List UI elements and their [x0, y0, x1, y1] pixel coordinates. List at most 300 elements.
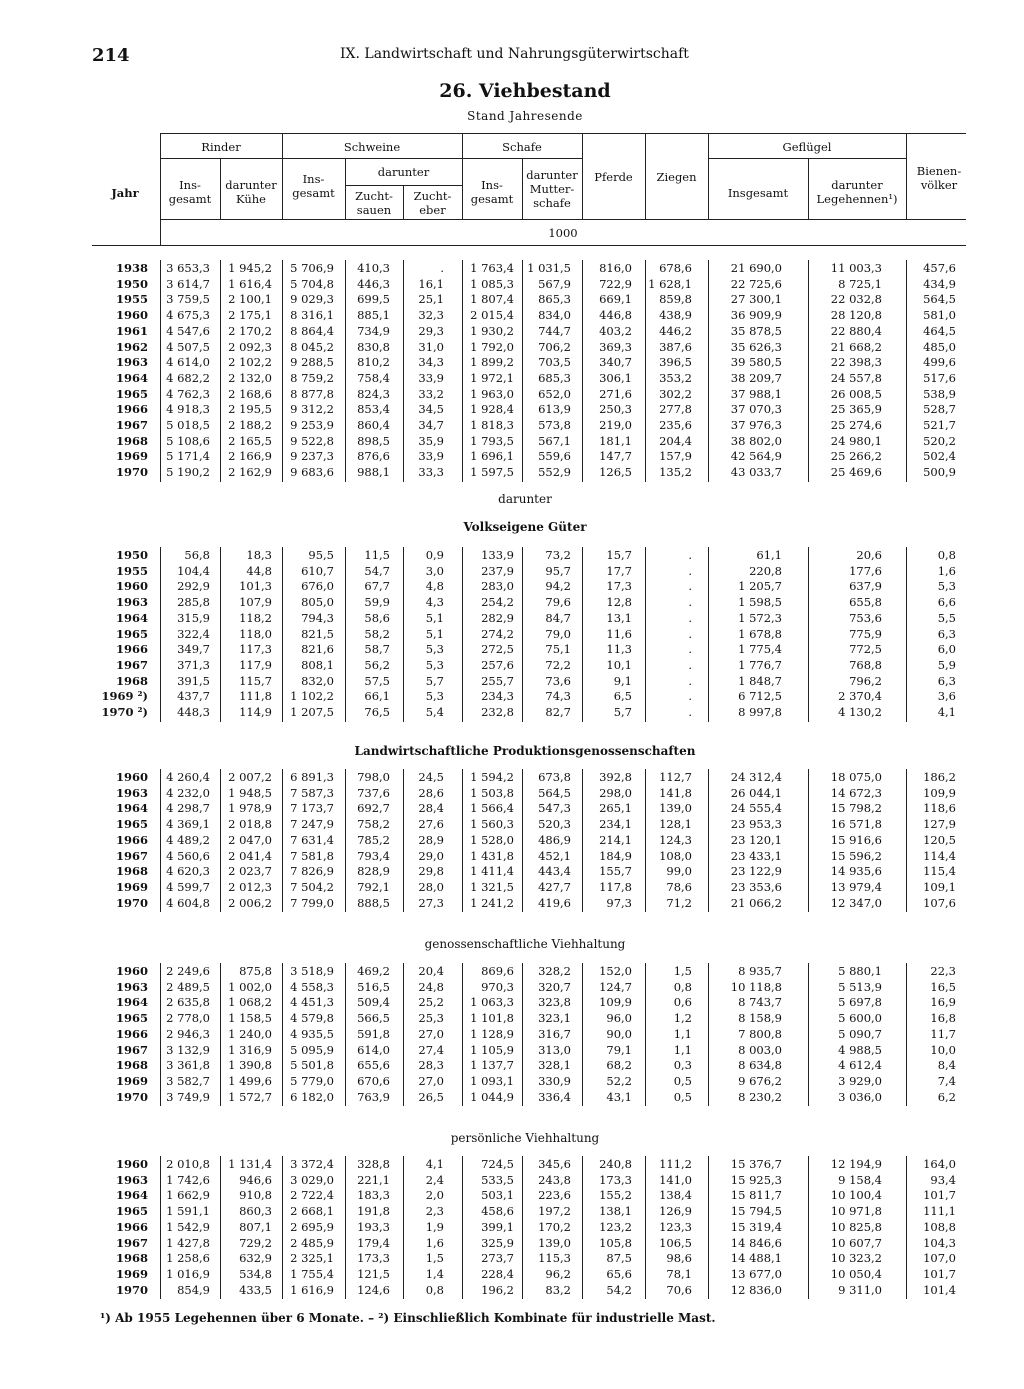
value-cell: 24 557,8 — [830, 370, 882, 385]
value-cell: 15 376,7 — [730, 1157, 782, 1171]
value-cell: 66,1 — [364, 689, 390, 704]
value-cell: 5,3 — [937, 579, 956, 594]
value-cell: 0,8 — [673, 979, 692, 994]
value-cell: 9 288,5 — [290, 355, 334, 370]
value-cell: 2 165,5 — [228, 433, 272, 448]
value-cell: 124,3 — [659, 832, 692, 847]
value-cell: 2,3 — [425, 1204, 444, 1219]
year-cell: 1968 — [115, 864, 148, 879]
value-cell: 15 798,2 — [830, 801, 882, 816]
value-cell: 38 209,7 — [730, 370, 782, 385]
value-cell: 15,7 — [606, 548, 632, 562]
value-cell: 614,0 — [357, 1042, 390, 1057]
value-cell: 12 836,0 — [730, 1282, 782, 1297]
value-cell: 796,2 — [849, 673, 882, 688]
value-cell: 25 365,9 — [830, 402, 882, 417]
value-cell: 1 793,5 — [470, 433, 514, 448]
value-cell: 5,7 — [425, 673, 444, 688]
value-cell: 24 555,4 — [730, 801, 782, 816]
value-cell: 10,0 — [930, 1042, 956, 1057]
value-cell: 4 612,4 — [838, 1058, 882, 1073]
value-cell: 9 029,3 — [290, 292, 334, 307]
value-cell: 5,9 — [937, 657, 956, 672]
value-cell: 3 582,7 — [166, 1073, 210, 1088]
value-cell: 14 672,3 — [830, 785, 882, 800]
value-cell: 35 878,5 — [730, 323, 782, 338]
value-cell: 16,9 — [930, 995, 956, 1010]
table-row — [0, 1283, 1024, 1297]
header-bienenvoelker: Bienen- völker — [916, 164, 962, 192]
value-cell: 95,5 — [308, 548, 334, 562]
value-cell: 22,3 — [930, 964, 956, 978]
value-cell: 652,0 — [538, 386, 571, 401]
value-cell: 1 963,0 — [470, 386, 514, 401]
value-cell: 9 676,2 — [738, 1073, 782, 1088]
year-cell: 1969 — [115, 879, 148, 894]
value-cell: 104,4 — [177, 563, 210, 578]
header-zuchtsauen: Zucht- sauen — [355, 189, 393, 217]
value-cell: 437,7 — [177, 689, 210, 704]
value-cell: 107,9 — [239, 595, 272, 610]
section-title: Volkseigene Güter — [463, 520, 587, 534]
value-cell: . — [688, 689, 692, 704]
year-cell: 1970 ²) — [101, 705, 148, 719]
value-cell: 387,6 — [659, 339, 692, 354]
value-cell: 21 066,2 — [730, 895, 782, 910]
value-cell: 1 948,5 — [228, 785, 272, 800]
value-cell: 581,0 — [923, 308, 956, 323]
value-cell: 79,0 — [545, 626, 571, 641]
value-cell: 58,6 — [364, 610, 390, 625]
value-cell: 499,6 — [923, 355, 956, 370]
value-cell: 22 725,6 — [730, 276, 782, 291]
value-cell: 591,8 — [357, 1026, 390, 1041]
value-cell: 228,4 — [481, 1266, 514, 1281]
value-cell: 35,9 — [418, 433, 444, 448]
value-cell: 1 390,8 — [228, 1058, 272, 1073]
value-cell: 15 319,4 — [730, 1219, 782, 1234]
value-cell: . — [688, 548, 692, 562]
value-cell: 5,5 — [937, 610, 956, 625]
value-cell: 4,1 — [425, 1157, 444, 1171]
value-cell: 2,0 — [425, 1188, 444, 1203]
value-cell: 6,2 — [937, 1089, 956, 1104]
value-cell: 11,5 — [364, 548, 390, 562]
value-cell: 0,6 — [673, 995, 692, 1010]
value-cell: 155,2 — [599, 1188, 632, 1203]
value-cell: 1 755,4 — [290, 1266, 334, 1281]
value-cell: 111,2 — [659, 1157, 692, 1171]
value-cell: 24 312,4 — [730, 770, 782, 784]
value-cell: 250,3 — [599, 402, 632, 417]
table-row — [0, 674, 1024, 688]
value-cell: 17,3 — [606, 579, 632, 594]
table-row — [0, 833, 1024, 847]
value-cell: 1 628,1 — [648, 276, 692, 291]
value-cell: 8 759,2 — [290, 370, 334, 385]
table-row — [0, 1220, 1024, 1234]
value-cell: 111,8 — [239, 689, 272, 704]
value-cell: 10 825,8 — [830, 1219, 882, 1234]
value-cell: 115,3 — [538, 1251, 571, 1266]
value-cell: 117,9 — [239, 657, 272, 672]
value-cell: 1 499,6 — [228, 1073, 272, 1088]
value-cell: 8 158,9 — [738, 1011, 782, 1026]
value-cell: 5,7 — [613, 705, 632, 719]
value-cell: 785,2 — [357, 832, 390, 847]
value-cell: 34,7 — [418, 418, 444, 432]
value-cell: 193,3 — [357, 1219, 390, 1234]
value-cell: 970,3 — [481, 979, 514, 994]
value-cell: 2 485,9 — [290, 1235, 334, 1250]
value-cell: 6,5 — [613, 689, 632, 704]
year-cell: 1960 — [115, 770, 148, 784]
value-cell: 15 596,2 — [830, 848, 882, 863]
value-cell: 14 488,1 — [730, 1251, 782, 1266]
value-cell: 33,2 — [418, 386, 444, 401]
value-cell: 272,5 — [481, 642, 514, 657]
value-cell: 101,7 — [923, 1266, 956, 1281]
header-unit: 1000 — [548, 226, 578, 240]
table-row — [0, 786, 1024, 800]
value-cell: 3 759,5 — [166, 292, 210, 307]
header-gefluegel: Geflügel — [782, 140, 832, 154]
value-cell: 164,0 — [923, 1157, 956, 1171]
value-cell: 115,7 — [239, 673, 272, 688]
year-cell: 1969 — [115, 1266, 148, 1281]
value-cell: 744,7 — [538, 323, 571, 338]
value-cell: 36 909,9 — [730, 308, 782, 323]
value-cell: 832,0 — [301, 673, 334, 688]
value-cell: 5 171,4 — [166, 449, 210, 464]
value-cell: 8 864,4 — [290, 323, 334, 338]
value-cell: 2 370,4 — [838, 689, 882, 704]
value-cell: 3 029,0 — [290, 1172, 334, 1187]
value-cell: 139,0 — [659, 801, 692, 816]
value-cell: 5,3 — [425, 689, 444, 704]
value-cell: 265,1 — [599, 801, 632, 816]
value-cell: 5 513,9 — [838, 979, 882, 994]
value-cell: 84,7 — [545, 610, 571, 625]
value-cell: 403,2 — [599, 323, 632, 338]
value-cell: 10 323,2 — [830, 1251, 882, 1266]
value-cell: 859,8 — [659, 292, 692, 307]
value-cell: 28 120,8 — [830, 308, 882, 323]
year-cell: 1970 — [115, 895, 148, 910]
table-row — [0, 277, 1024, 291]
value-cell: 6 712,5 — [738, 689, 782, 704]
value-cell: 2 249,6 — [166, 964, 210, 978]
value-cell: 109,9 — [923, 785, 956, 800]
value-cell: 155,7 — [599, 864, 632, 879]
value-cell: 23 120,1 — [730, 832, 782, 847]
value-cell: 1,1 — [673, 1042, 692, 1057]
value-cell: 16,8 — [930, 1011, 956, 1026]
value-cell: 2 023,7 — [228, 864, 272, 879]
value-cell: 860,3 — [239, 1204, 272, 1219]
value-cell: 322,4 — [177, 626, 210, 641]
value-cell: 214,1 — [599, 832, 632, 847]
year-cell: 1965 — [115, 626, 148, 641]
value-cell: 2 778,0 — [166, 1011, 210, 1026]
value-cell: 573,8 — [538, 418, 571, 432]
table-row — [0, 1157, 1024, 1171]
value-cell: 271,6 — [599, 386, 632, 401]
value-cell: 14 846,6 — [730, 1235, 782, 1250]
value-cell: 108,8 — [923, 1219, 956, 1234]
header-ziegen: Ziegen — [656, 170, 697, 184]
year-cell: 1968 — [115, 1251, 148, 1266]
value-cell: 3 749,9 — [166, 1089, 210, 1104]
value-cell: 1 616,9 — [290, 1282, 334, 1297]
value-cell: 6 891,3 — [290, 770, 334, 784]
value-cell: 9 683,6 — [290, 465, 334, 480]
value-cell: 33,9 — [418, 449, 444, 464]
value-cell: . — [688, 626, 692, 641]
value-cell: 147,7 — [599, 449, 632, 464]
value-cell: 11 003,3 — [830, 261, 882, 275]
value-cell: 3 929,0 — [838, 1073, 882, 1088]
value-cell: 316,7 — [538, 1026, 571, 1041]
value-cell: 11,7 — [930, 1026, 956, 1041]
table-row — [0, 595, 1024, 609]
value-cell: 58,7 — [364, 642, 390, 657]
value-cell: 834,0 — [538, 308, 571, 323]
value-cell: 96,0 — [606, 1011, 632, 1026]
value-cell: 860,4 — [357, 418, 390, 432]
value-cell: 6,3 — [937, 673, 956, 688]
value-cell: 853,4 — [357, 402, 390, 417]
value-cell: 1 063,3 — [470, 995, 514, 1010]
value-cell: 37 988,1 — [730, 386, 782, 401]
value-cell: 4 558,3 — [290, 979, 334, 994]
value-cell: 184,9 — [599, 848, 632, 863]
value-cell: 32,3 — [418, 308, 444, 323]
value-cell: 1 102,2 — [290, 689, 334, 704]
value-cell: 758,2 — [357, 817, 390, 832]
value-cell: 3 132,9 — [166, 1042, 210, 1057]
value-cell: 7 826,9 — [290, 864, 334, 879]
table-row — [0, 261, 1024, 275]
value-cell: 292,9 — [177, 579, 210, 594]
value-cell: 4 298,7 — [166, 801, 210, 816]
value-cell: 1 597,5 — [470, 465, 514, 480]
value-cell: . — [688, 673, 692, 688]
value-cell: 4 130,2 — [838, 705, 882, 719]
table-row — [0, 642, 1024, 656]
table-row — [0, 1236, 1024, 1250]
value-cell: 655,8 — [849, 595, 882, 610]
value-cell: 753,6 — [849, 610, 882, 625]
table-subtitle: Stand Jahresende — [467, 109, 583, 123]
value-cell: 5 095,9 — [290, 1042, 334, 1057]
value-cell: 109,1 — [923, 879, 956, 894]
value-cell: 567,1 — [538, 433, 571, 448]
year-cell: 1969 — [115, 449, 148, 464]
value-cell: 737,6 — [357, 785, 390, 800]
value-cell: 105,8 — [599, 1235, 632, 1250]
value-cell: 1 978,9 — [228, 801, 272, 816]
value-cell: 285,8 — [177, 595, 210, 610]
year-cell: 1968 — [115, 433, 148, 448]
year-cell: 1968 — [115, 673, 148, 688]
value-cell: 1 572,7 — [228, 1089, 272, 1104]
table-row — [0, 449, 1024, 463]
value-cell: 254,2 — [481, 595, 514, 610]
value-cell: 115,4 — [923, 864, 956, 879]
value-cell: 138,1 — [599, 1204, 632, 1219]
value-cell: 3 653,3 — [166, 261, 210, 275]
year-cell: 1955 — [115, 563, 148, 578]
header-schafe-insgesamt: Ins- gesamt — [470, 178, 514, 206]
value-cell: 1 598,5 — [738, 595, 782, 610]
value-cell: 31,0 — [418, 339, 444, 354]
year-cell: 1970 — [115, 1089, 148, 1104]
value-cell: 9 158,4 — [838, 1172, 882, 1187]
value-cell: 8 045,2 — [290, 339, 334, 354]
value-cell: 4 489,2 — [166, 832, 210, 847]
value-cell: 1 205,7 — [738, 579, 782, 594]
value-cell: 4 579,8 — [290, 1011, 334, 1026]
value-cell: 237,9 — [481, 563, 514, 578]
value-cell: 5 108,6 — [166, 433, 210, 448]
value-cell: 12 347,0 — [830, 895, 882, 910]
value-cell: 564,5 — [538, 785, 571, 800]
header-schafe: Schafe — [502, 140, 542, 154]
year-cell: 1970 — [115, 1282, 148, 1297]
value-cell: 6,3 — [937, 626, 956, 641]
value-cell: 3 518,9 — [290, 964, 334, 978]
value-cell: 306,1 — [599, 370, 632, 385]
value-cell: 6,6 — [937, 595, 956, 610]
value-cell: 1 085,3 — [470, 276, 514, 291]
table-row — [0, 434, 1024, 448]
value-cell: 302,2 — [659, 386, 692, 401]
value-cell: 538,9 — [923, 386, 956, 401]
value-cell: 2 102,2 — [228, 355, 272, 370]
value-cell: 516,5 — [357, 979, 390, 994]
value-cell: 427,7 — [538, 879, 571, 894]
value-cell: 830,8 — [357, 339, 390, 354]
value-cell: 340,7 — [599, 355, 632, 370]
value-cell: 29,8 — [418, 864, 444, 879]
value-cell: 25 469,6 — [830, 465, 882, 480]
value-cell: 1 240,0 — [228, 1026, 272, 1041]
table-row — [0, 770, 1024, 784]
value-cell: 854,9 — [177, 1282, 210, 1297]
value-cell: 1 542,9 — [166, 1219, 210, 1234]
value-cell: 24,8 — [418, 979, 444, 994]
value-cell: 464,5 — [923, 323, 956, 338]
value-cell: 559,6 — [538, 449, 571, 464]
value-cell: 673,8 — [538, 770, 571, 784]
value-cell: . — [688, 563, 692, 578]
value-cell: 2 668,1 — [290, 1204, 334, 1219]
value-cell: 369,3 — [599, 339, 632, 354]
year-cell: 1938 — [115, 261, 148, 275]
value-cell: 816,0 — [599, 261, 632, 275]
value-cell: 34,5 — [418, 402, 444, 417]
value-cell: 758,4 — [357, 370, 390, 385]
value-cell: 25,3 — [418, 1011, 444, 1026]
value-cell: 78,6 — [666, 879, 692, 894]
value-cell: 70,6 — [666, 1282, 692, 1297]
value-cell: 3 372,4 — [290, 1157, 334, 1171]
value-cell: 21 690,0 — [730, 261, 782, 275]
value-cell: 4,8 — [425, 579, 444, 594]
value-cell: 277,8 — [659, 402, 692, 417]
value-cell: 57,5 — [364, 673, 390, 688]
section-title: darunter — [498, 492, 552, 506]
value-cell: 16 571,8 — [830, 817, 882, 832]
value-cell: 2 166,9 — [228, 449, 272, 464]
value-cell: 10 050,4 — [830, 1266, 882, 1281]
value-cell: 52,2 — [606, 1073, 632, 1088]
value-cell: 1,5 — [673, 964, 692, 978]
value-cell: . — [688, 595, 692, 610]
value-cell: 446,2 — [659, 323, 692, 338]
value-cell: 1 031,5 — [527, 261, 571, 275]
value-cell: 869,6 — [481, 964, 514, 978]
value-cell: 1 594,2 — [470, 770, 514, 784]
value-cell: 39 580,5 — [730, 355, 782, 370]
year-cell: 1967 — [115, 657, 148, 672]
value-cell: 2 092,3 — [228, 339, 272, 354]
header-rinder-insgesamt: Ins- gesamt — [168, 178, 212, 206]
value-cell: 5 600,0 — [838, 1011, 882, 1026]
value-cell: 23 433,1 — [730, 848, 782, 863]
value-cell: 72,2 — [545, 657, 571, 672]
table-row — [0, 1043, 1024, 1057]
value-cell: 7 581,8 — [290, 848, 334, 863]
value-cell: 117,3 — [239, 642, 272, 657]
table-row — [0, 689, 1024, 703]
value-cell: 15 794,5 — [730, 1204, 782, 1219]
value-cell: 204,4 — [659, 433, 692, 448]
value-cell: 10 607,7 — [830, 1235, 882, 1250]
value-cell: 448,3 — [177, 705, 210, 719]
value-cell: 328,8 — [357, 1157, 390, 1171]
value-cell: 20,6 — [856, 548, 882, 562]
value-cell: 1 928,4 — [470, 402, 514, 417]
year-cell: 1964 — [115, 995, 148, 1010]
value-cell: 123,2 — [599, 1219, 632, 1234]
value-cell: 25,2 — [418, 995, 444, 1010]
value-cell: 1 431,8 — [470, 848, 514, 863]
value-cell: 25,1 — [418, 292, 444, 307]
year-cell: 1970 — [115, 465, 148, 480]
value-cell: 73,6 — [545, 673, 571, 688]
value-cell: 4 560,6 — [166, 848, 210, 863]
value-cell: 141,0 — [659, 1172, 692, 1187]
value-cell: 87,5 — [606, 1251, 632, 1266]
value-cell: 43 033,7 — [730, 465, 782, 480]
value-cell: 7,4 — [937, 1073, 956, 1088]
value-cell: 8 230,2 — [738, 1089, 782, 1104]
value-cell: 15 916,6 — [830, 832, 882, 847]
value-cell: 23 953,3 — [730, 817, 782, 832]
year-cell: 1955 — [115, 292, 148, 307]
value-cell: 1 763,4 — [470, 261, 514, 275]
value-cell: 43,1 — [606, 1089, 632, 1104]
value-cell: 509,4 — [357, 995, 390, 1010]
year-cell: 1962 — [115, 339, 148, 354]
year-cell: 1960 — [115, 308, 148, 323]
value-cell: 23 353,6 — [730, 879, 782, 894]
value-cell: 117,8 — [599, 879, 632, 894]
value-cell: 349,7 — [177, 642, 210, 657]
value-cell: 4 604,8 — [166, 895, 210, 910]
